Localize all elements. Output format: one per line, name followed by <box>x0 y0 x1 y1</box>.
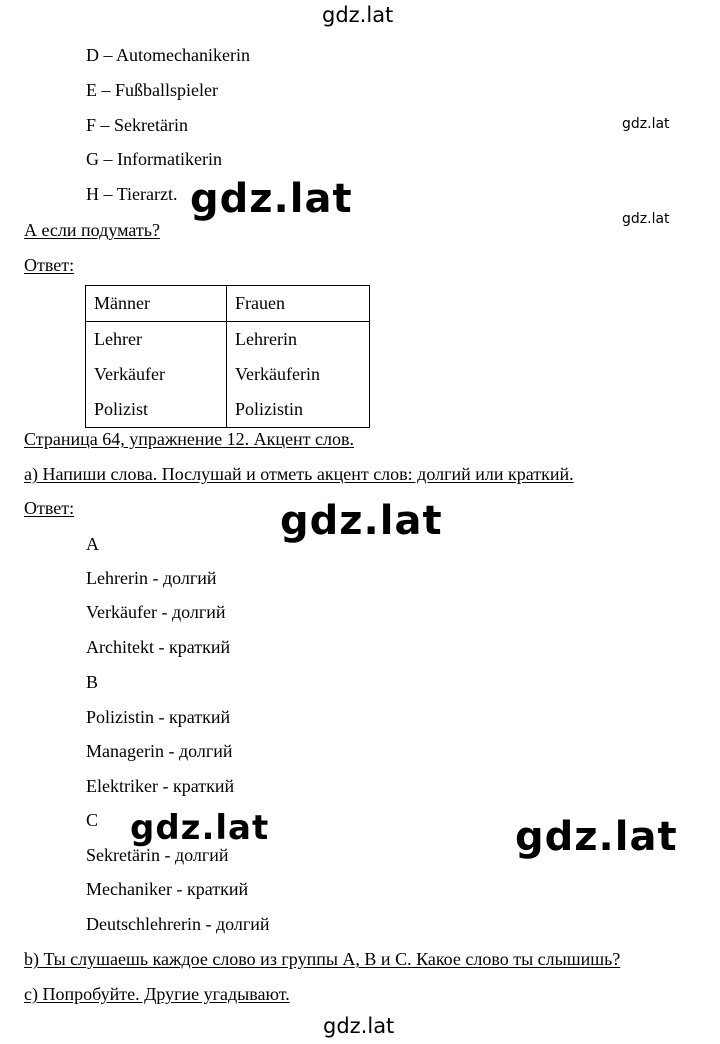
table-cell: Verkäuferin <box>227 357 370 392</box>
watermark-right-small: gdz.lat <box>622 116 670 132</box>
group-label: C <box>86 810 99 830</box>
table-header: Frauen <box>227 286 370 322</box>
table-cell: Polizistin <box>227 392 370 428</box>
table-cell: Lehrer <box>86 322 227 358</box>
table-cell: Polizist <box>86 392 227 428</box>
list-item: F – Sekretärin <box>86 115 188 135</box>
gender-table <box>85 285 370 428</box>
task-c: c) Попробуйте. Другие угадывают. <box>24 984 290 1004</box>
list-item: Managerin - долгий <box>86 741 233 761</box>
list-item: Verkäufer - долгий <box>86 602 226 622</box>
watermark-large: gdz.lat <box>190 176 353 222</box>
group-label: B <box>86 672 99 692</box>
watermark-top: gdz.lat <box>322 3 394 27</box>
question-heading: А если подумать? <box>24 220 160 240</box>
list-item: D – Automechanikerin <box>86 45 250 65</box>
answer-label: Ответ: <box>24 498 75 518</box>
watermark-large: gdz.lat <box>280 498 443 544</box>
task-a: а) Напиши слова. Послушай и отметь акцент слов: долгий или краткий. <box>24 464 574 484</box>
list-item: G – Informatikerin <box>86 149 222 169</box>
watermark-large: gdz.lat <box>130 808 270 848</box>
answer-label: Ответ: <box>24 255 75 275</box>
list-item: E – Fußballspieler <box>86 80 218 100</box>
table-header: Männer <box>86 286 227 322</box>
list-item: Elektriker - краткий <box>86 776 235 796</box>
list-item: Lehrerin - долгий <box>86 568 217 588</box>
table-cell: Lehrerin <box>227 322 370 358</box>
watermark-large: gdz.lat <box>515 814 678 860</box>
list-item: Architekt - краткий <box>86 637 231 657</box>
list-item: Polizistin - краткий <box>86 707 231 727</box>
exercise-title: Страница 64, упражнение 12. Акцент слов. <box>24 429 355 449</box>
watermark-bottom: gdz.lat <box>323 1014 395 1038</box>
table-cell: Verkäufer <box>86 357 227 392</box>
watermark-right-small: gdz.lat <box>622 211 670 227</box>
task-b: b) Ты слушаешь каждое слово из группы A, B и C. Какое слово ты слышишь? <box>24 949 621 969</box>
group-label: A <box>86 534 99 554</box>
list-item: H – Tierarzt. <box>86 184 178 204</box>
list-item: Deutschlehrerin - долгий <box>86 914 270 934</box>
list-item: Mechaniker - краткий <box>86 879 249 899</box>
list-item: Sekretärin - долгий <box>86 845 229 865</box>
